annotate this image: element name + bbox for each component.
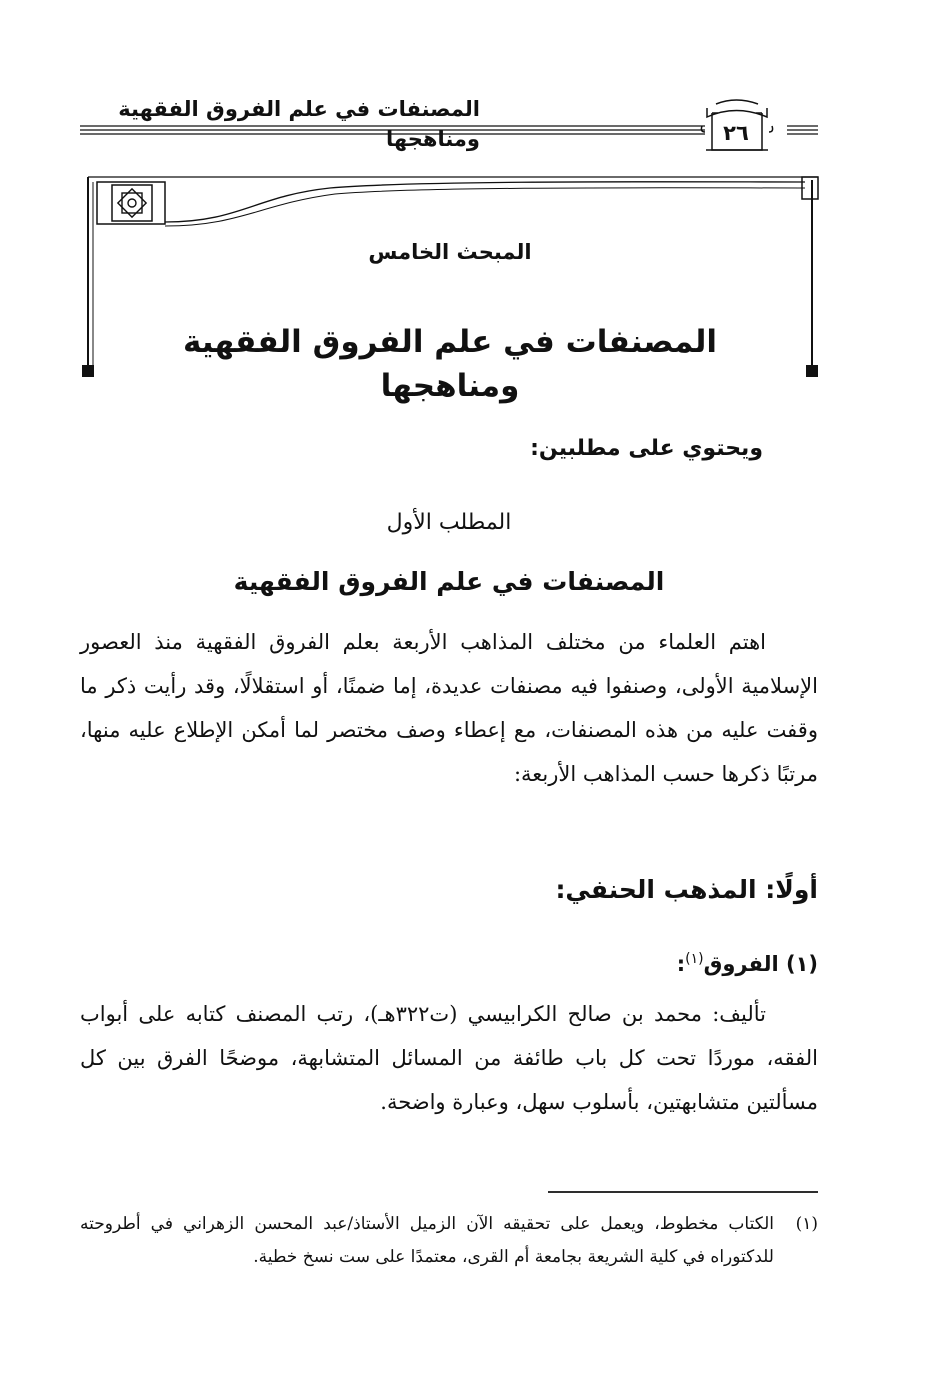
footnote-reference: (١) [685,951,704,967]
section-title: المصنفات في علم الفروق الفقهية ومناهجها [183,324,717,404]
book-heading [80,942,818,981]
running-header-title: المصنفات في علم الفروق الفقهية ومناهجها [118,97,480,151]
requirement-title: المصنفات في علم الفروق الفقهية [233,567,665,596]
footnote-marker: (١) [795,1214,818,1234]
section-label: المبحث الخامس [368,240,532,264]
eight-point-star-icon [118,189,146,217]
book-title: (١) الفروق [703,952,818,976]
requirement-label: المطلب الأول [386,510,512,535]
frame-corner-block [806,365,818,377]
footnote-text: الكتاب مخطوط، ويعمل على تحقيقه الآن الزميل الأستاذ/عبد المحسن الزهراني في أطروحته للدكتوراه في كلية الشريعة بجامعة أم القرى، معتمدًا على ست نسخ خطية. [80,1214,774,1267]
book-heading-colon: : [676,952,686,976]
intro-line: ويحتوي على مطلبين: [530,436,763,461]
footnote [80,1208,818,1274]
page-number: ٢٦ [723,121,749,145]
madhhab-heading: أولًا: المذهب الحنفي: [555,875,818,904]
body-paragraph: اهتم العلماء من مختلف المذاهب الأربعة بعلم الفروق الفقهية منذ العصور الإسلامية الأولى، وصنفوا فيه مصنفات عديدة، إما ضمنًا، أو استقلالًا، وقد رأيت ذكر ما وقفت عليه من هذه المصنفات، مع إعطاء وصف مختصر لما أمكن الإطلاع عليه منها، مرتبًا ذكرها حسب المذاهب الأربعة: [80,630,818,786]
frame-corner-block [82,365,94,377]
body-paragraph: تأليف: محمد بن صالح الكرابيسي (ت٣٢٢هـ)، رتب المصنف كتابه على أبواب الفقه، موردًا تحت كل باب طائفة من المسائل المتشابهة، موضحًا الفرق بين كل مسألتين متشابهتين، بأسلوب سهل، وعبارة واضحة. [80,1002,818,1114]
